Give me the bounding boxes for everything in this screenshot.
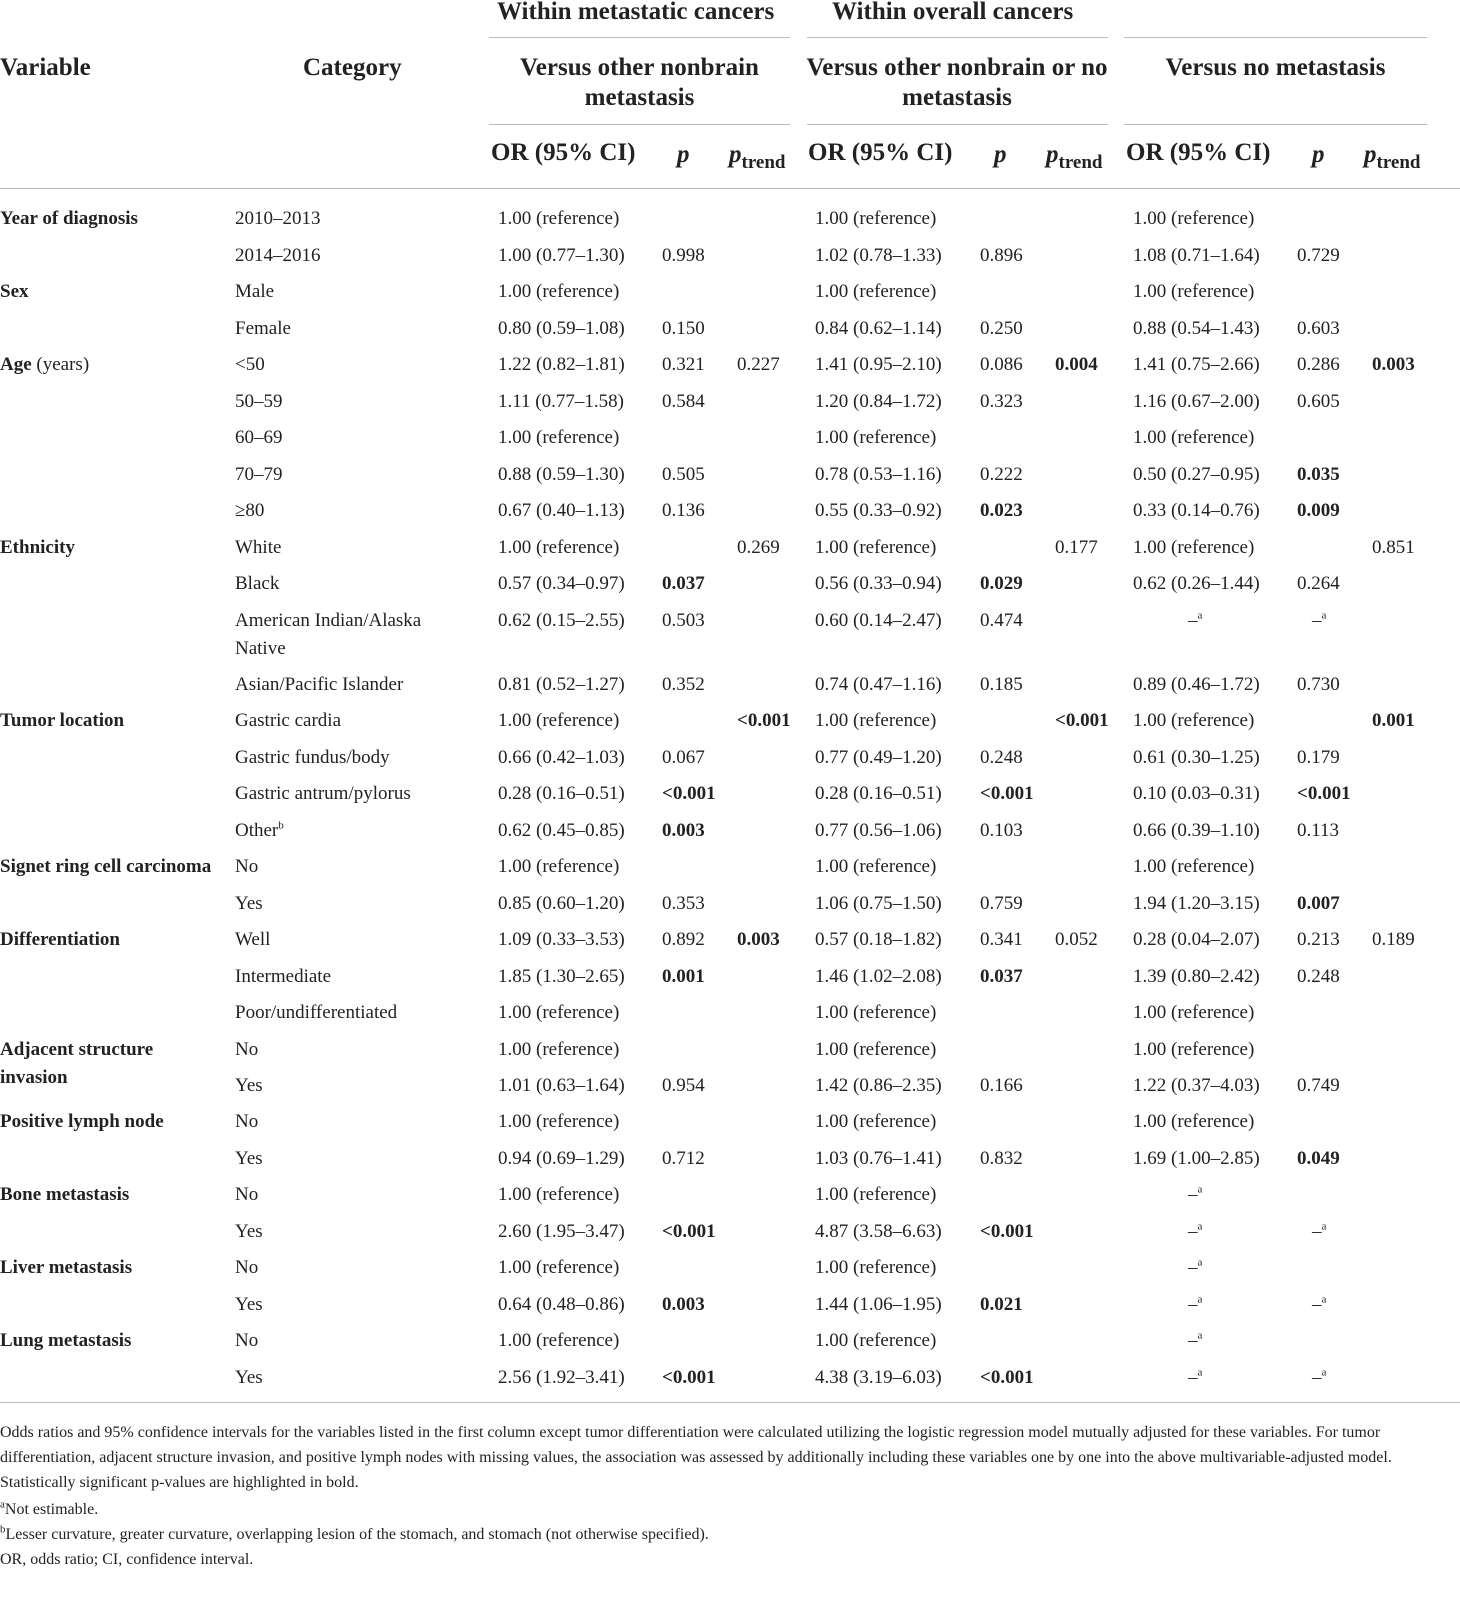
cell-p2: 0.023: [980, 500, 1023, 521]
cell-p2: 0.021: [980, 1294, 1023, 1315]
footnote-abbreviations: OR, odds ratio; CI, confidence interval.: [0, 1551, 254, 1568]
cell-p1: 0.998: [662, 245, 705, 266]
cell-or2: 1.00 (reference): [815, 1002, 937, 1023]
col-p-1: p: [677, 141, 690, 168]
variable-label: Adjacent structure invasion: [0, 1039, 154, 1088]
cell-or1: 1.09 (0.33–3.53): [498, 929, 625, 950]
category-label: No: [235, 1257, 259, 1278]
col-p-3: p: [1312, 141, 1325, 168]
cell-or3: –$^a$: [1188, 609, 1203, 631]
cell-p1: <0.001: [662, 1367, 716, 1388]
category-label: Black: [235, 573, 280, 594]
variable-label: Lung metastasis: [0, 1330, 132, 1351]
cell-p1: 0.003: [662, 1294, 705, 1315]
cell-or3: 1.39 (0.80–2.42): [1133, 966, 1260, 987]
table-bottom-rule: [0, 1402, 1460, 1403]
cell-p3: 0.749: [1297, 1075, 1340, 1096]
cell-or3: 1.00 (reference): [1133, 710, 1255, 731]
cell-p3: –$^a$: [1312, 1293, 1327, 1315]
cell-or3: 1.69 (1.00–2.85): [1133, 1148, 1260, 1169]
category-label: Poor/undifferentiated: [235, 1002, 398, 1023]
group-header-metastatic: Within metastatic cancers: [497, 0, 775, 25]
category-label: ≥80: [235, 500, 265, 521]
col-or-1: OR (95% CI): [491, 139, 636, 166]
category-label: 2010–2013: [235, 208, 321, 229]
cell-p2: 0.896: [980, 245, 1023, 266]
cell-p3: 0.007: [1297, 893, 1340, 914]
cell-p2: 0.185: [980, 674, 1023, 695]
category-label: Intermediate: [235, 966, 332, 987]
category-label: Yes: [235, 1148, 263, 1169]
cell-p2: 0.341: [980, 929, 1023, 950]
cell-or1: 1.00 (reference): [498, 1184, 620, 1205]
cell-or1: 1.00 (reference): [498, 427, 620, 448]
category-label: Other$^b$: [235, 819, 284, 841]
cell-or3: –$^a$: [1188, 1220, 1203, 1242]
cell-or3: 0.88 (0.54–1.43): [1133, 318, 1260, 339]
footnote-main: Odds ratios and 95% confidence intervals for the variables listed in the first column except tumor differentiation were calculated utilizing the logistic regression model mutually adjusted for these variables. For tumor differentiation, adjacent structure invasion, and positive lymph nodes with missing values, the association was assessed by additionally including these variables one by one into the above multivariable-adjusted model. Statistically significant p-values are highlighted in bold.: [0, 1424, 1392, 1491]
cell-t2: 0.052: [1055, 929, 1098, 950]
cell-p3: 0.730: [1297, 674, 1340, 695]
category-label: White: [235, 537, 282, 558]
category-label: <50: [235, 354, 265, 375]
category-label: No: [235, 1330, 259, 1351]
cell-or3: 1.08 (0.71–1.64): [1133, 245, 1260, 266]
variable-label: Sex: [0, 281, 29, 302]
cell-p2: 0.222: [980, 464, 1023, 485]
cell-or2: 1.03 (0.76–1.41): [815, 1148, 942, 1169]
cell-or3: –$^a$: [1188, 1366, 1203, 1388]
column-header-variable: Variable: [0, 54, 91, 81]
category-label: Gastric fundus/body: [235, 747, 390, 768]
cell-p3: 0.113: [1297, 820, 1340, 841]
cell-or2: 0.56 (0.33–0.94): [815, 573, 942, 594]
cell-p2: 0.029: [980, 573, 1023, 594]
category-label: No: [235, 1184, 259, 1205]
cell-or3: 1.22 (0.37–4.03): [1133, 1075, 1260, 1096]
variable-label: Signet ring cell carcinoma: [0, 856, 212, 877]
cell-or1: 1.00 (reference): [498, 281, 620, 302]
cell-p3: –$^a$: [1312, 609, 1327, 631]
cell-or2: 1.00 (reference): [815, 710, 937, 731]
cell-p3: <0.001: [1297, 783, 1351, 804]
category-label: No: [235, 856, 259, 877]
cell-or1: 1.00 (reference): [498, 1330, 620, 1351]
cell-p2: 0.037: [980, 966, 1023, 987]
cell-p1: 0.037: [662, 573, 705, 594]
cell-or3: 1.00 (reference): [1133, 1111, 1255, 1132]
cell-p3: 0.264: [1297, 573, 1340, 594]
cell-or1: 0.28 (0.16–0.51): [498, 783, 625, 804]
category-label: No: [235, 1111, 259, 1132]
cell-or3: 1.00 (reference): [1133, 537, 1255, 558]
cell-p2: 0.086: [980, 354, 1023, 375]
cell-p1: 0.352: [662, 674, 705, 695]
category-label: Male: [235, 281, 275, 302]
cell-p1: 0.321: [662, 354, 705, 375]
cell-p1: 0.136: [662, 500, 705, 521]
subheader-nonbrain: Versus other nonbrain metastasis: [520, 54, 759, 111]
category-label: Asian/Pacific Islander: [235, 674, 404, 695]
column-header-category: Category: [303, 54, 402, 81]
cell-t3: 0.851: [1372, 537, 1415, 558]
variable-label: Positive lymph node: [0, 1111, 164, 1132]
cell-or2: 0.60 (0.14–2.47): [815, 610, 942, 631]
cell-or2: 0.84 (0.62–1.14): [815, 318, 942, 339]
cell-p3: 0.035: [1297, 464, 1340, 485]
cell-p3: 0.049: [1297, 1148, 1340, 1169]
category-label: 50–59: [235, 391, 283, 412]
cell-p1: 0.954: [662, 1075, 705, 1096]
variable-label: Differentiation: [0, 929, 120, 950]
variable-label: Year of diagnosis: [0, 208, 138, 229]
cell-p2: 0.166: [980, 1075, 1023, 1096]
cell-or1: 1.11 (0.77–1.58): [498, 391, 624, 412]
cell-p3: 0.213: [1297, 929, 1340, 950]
cell-or3: 1.00 (reference): [1133, 1039, 1255, 1060]
cell-or3: 1.00 (reference): [1133, 281, 1255, 302]
subheader-rule-3: [1124, 124, 1427, 125]
cell-t1: 0.227: [737, 354, 780, 375]
cell-p1: 0.505: [662, 464, 705, 485]
cell-or1: 1.22 (0.82–1.81): [498, 354, 625, 375]
cell-t1: 0.269: [737, 537, 780, 558]
cell-or1: 0.57 (0.34–0.97): [498, 573, 625, 594]
col-ptrend-3: $p_{trend}$: [1364, 141, 1421, 173]
cell-or2: 1.00 (reference): [815, 427, 937, 448]
cell-or1: 2.56 (1.92–3.41): [498, 1367, 625, 1388]
variable-label: Ethnicity: [0, 537, 75, 558]
variable-label: Tumor location: [0, 710, 125, 731]
col-ptrend-2: $p_{trend}$: [1046, 141, 1103, 173]
cell-or3: 1.00 (reference): [1133, 856, 1255, 877]
cell-or1: 1.01 (0.63–1.64): [498, 1075, 625, 1096]
variable-label: Liver metastasis: [0, 1257, 133, 1278]
cell-or1: 1.00 (0.77–1.30): [498, 245, 625, 266]
cell-or3: 0.62 (0.26–1.44): [1133, 573, 1260, 594]
cell-p1: 0.712: [662, 1148, 705, 1169]
category-label: American Indian/Alaska Native: [235, 610, 422, 659]
cell-p3: –$^a$: [1312, 1366, 1327, 1388]
category-label: Gastric antrum/pylorus: [235, 783, 411, 804]
cell-or3: –$^a$: [1188, 1329, 1203, 1351]
category-label: 60–69: [235, 427, 283, 448]
cell-t3: 0.189: [1372, 929, 1415, 950]
cell-or1: 0.66 (0.42–1.03): [498, 747, 625, 768]
cell-p1: 0.003: [662, 820, 705, 841]
cell-p3: 0.729: [1297, 245, 1340, 266]
cell-t3: 0.003: [1372, 354, 1415, 375]
cell-or2: 0.77 (0.56–1.06): [815, 820, 942, 841]
category-label: Female: [235, 318, 291, 339]
cell-or2: 1.00 (reference): [815, 1039, 937, 1060]
cell-or1: 1.85 (1.30–2.65): [498, 966, 625, 987]
category-label: No: [235, 1039, 259, 1060]
cell-or2: 1.46 (1.02–2.08): [815, 966, 942, 987]
col-or-3: OR (95% CI): [1126, 139, 1271, 166]
cell-p2: 0.248: [980, 747, 1023, 768]
cell-p2: 0.832: [980, 1148, 1023, 1169]
group-rule-2: [807, 37, 1108, 38]
cell-p1: 0.067: [662, 747, 705, 768]
category-label: Yes: [235, 1367, 263, 1388]
cell-p1: 0.001: [662, 966, 705, 987]
cell-or2: 1.41 (0.95–2.10): [815, 354, 942, 375]
cell-t2: <0.001: [1055, 710, 1109, 731]
cell-or2: 1.06 (0.75–1.50): [815, 893, 942, 914]
cell-p2: <0.001: [980, 783, 1034, 804]
cell-p2: 0.250: [980, 318, 1023, 339]
cell-or1: 1.00 (reference): [498, 1002, 620, 1023]
cell-or2: 0.77 (0.49–1.20): [815, 747, 942, 768]
cell-or1: 0.64 (0.48–0.86): [498, 1294, 625, 1315]
cell-p3: 0.286: [1297, 354, 1340, 375]
cell-or2: 1.00 (reference): [815, 281, 937, 302]
cell-or2: 1.20 (0.84–1.72): [815, 391, 942, 412]
cell-or2: 1.00 (reference): [815, 1257, 937, 1278]
cell-or2: 1.00 (reference): [815, 1111, 937, 1132]
cell-t1: 0.003: [737, 929, 780, 950]
cell-p1: 0.892: [662, 929, 705, 950]
cell-or3: 1.00 (reference): [1133, 208, 1255, 229]
variable-unit: (years): [31, 354, 90, 375]
footnote-b: $^b$Lesser curvature, greater curvature, overlapping lesion of the stomach, and stomach (not otherwise specified).: [0, 1523, 709, 1543]
cell-or2: 1.00 (reference): [815, 208, 937, 229]
subheader-no-metastasis: Versus no metastasis: [1165, 54, 1386, 81]
cell-or3: 0.28 (0.04–2.07): [1133, 929, 1260, 950]
subheader-rule-1: [489, 124, 790, 125]
cell-or1: 1.00 (reference): [498, 1111, 620, 1132]
cell-p2: 0.323: [980, 391, 1023, 412]
cell-p2: 0.103: [980, 820, 1023, 841]
group-rule-3: [1124, 37, 1427, 38]
cell-p3: 0.179: [1297, 747, 1340, 768]
cell-p3: –$^a$: [1312, 1220, 1327, 1242]
cell-p2: <0.001: [980, 1221, 1034, 1242]
category-label: Well: [235, 929, 271, 950]
cell-or1: 1.00 (reference): [498, 208, 620, 229]
cell-or1: 1.00 (reference): [498, 537, 620, 558]
cell-or1: 2.60 (1.95–3.47): [498, 1221, 625, 1242]
cell-p1: 0.584: [662, 391, 705, 412]
cell-or2: 1.00 (reference): [815, 1330, 937, 1351]
category-label: 2014–2016: [235, 245, 321, 266]
cell-p2: <0.001: [980, 1367, 1034, 1388]
cell-or1: 1.00 (reference): [498, 710, 620, 731]
cell-or1: 0.67 (0.40–1.13): [498, 500, 625, 521]
cell-p1: <0.001: [662, 1221, 716, 1242]
cell-p3: 0.248: [1297, 966, 1340, 987]
cell-or2: 0.57 (0.18–1.82): [815, 929, 942, 950]
cell-or1: 0.62 (0.45–0.85): [498, 820, 625, 841]
variable-label: Age (years): [0, 354, 90, 375]
category-label: Yes: [235, 1294, 263, 1315]
cell-or1: 1.00 (reference): [498, 1257, 620, 1278]
cell-or3: 0.33 (0.14–0.76): [1133, 500, 1260, 521]
cell-or3: –$^a$: [1188, 1183, 1203, 1205]
category-label: Gastric cardia: [235, 710, 342, 731]
cell-or3: 1.94 (1.20–3.15): [1133, 893, 1260, 914]
cell-t2: 0.004: [1055, 354, 1098, 375]
cell-or1: 1.00 (reference): [498, 856, 620, 877]
col-ptrend-1: $p_{trend}$: [729, 141, 786, 173]
cell-p1: 0.503: [662, 610, 705, 631]
cell-p3: 0.603: [1297, 318, 1340, 339]
cell-t2: 0.177: [1055, 537, 1098, 558]
col-p-2: p: [994, 141, 1007, 168]
cell-or1: 1.00 (reference): [498, 1039, 620, 1060]
cell-p1: <0.001: [662, 783, 716, 804]
cell-or3: 1.41 (0.75–2.66): [1133, 354, 1260, 375]
cell-or3: 1.00 (reference): [1133, 1002, 1255, 1023]
cell-or3: –$^a$: [1188, 1293, 1203, 1315]
cell-p1: 0.150: [662, 318, 705, 339]
cell-or2: 4.38 (3.19–6.03): [815, 1367, 942, 1388]
cell-or3: 1.00 (reference): [1133, 427, 1255, 448]
col-or-2: OR (95% CI): [808, 139, 953, 166]
cell-p2: 0.759: [980, 893, 1023, 914]
cell-or2: 1.02 (0.78–1.33): [815, 245, 942, 266]
cell-or3: 1.16 (0.67–2.00): [1133, 391, 1260, 412]
subheader-rule-2: [807, 124, 1108, 125]
cell-p3: 0.605: [1297, 391, 1340, 412]
category-label: Yes: [235, 893, 263, 914]
cell-or3: 0.66 (0.39–1.10): [1133, 820, 1260, 841]
cell-or1: 0.81 (0.52–1.27): [498, 674, 625, 695]
cell-t3: 0.001: [1372, 710, 1415, 731]
category-label: Yes: [235, 1075, 263, 1096]
cell-or1: 0.94 (0.69–1.29): [498, 1148, 625, 1169]
cell-or2: 0.74 (0.47–1.16): [815, 674, 942, 695]
group-rule-1: [489, 37, 790, 38]
category-label: 70–79: [235, 464, 283, 485]
cell-or3: 0.61 (0.30–1.25): [1133, 747, 1260, 768]
variable-label: Bone metastasis: [0, 1184, 130, 1205]
cell-or2: 1.00 (reference): [815, 537, 937, 558]
cell-or3: –$^a$: [1188, 1256, 1203, 1278]
cell-or1: 0.88 (0.59–1.30): [498, 464, 625, 485]
cell-or2: 0.28 (0.16–0.51): [815, 783, 942, 804]
cell-p1: 0.353: [662, 893, 705, 914]
cell-or2: 0.78 (0.53–1.16): [815, 464, 942, 485]
cell-or3: 0.10 (0.03–0.31): [1133, 783, 1260, 804]
cell-or2: 1.00 (reference): [815, 1184, 937, 1205]
cell-or3: 0.89 (0.46–1.72): [1133, 674, 1260, 695]
cell-or2: 1.42 (0.86–2.35): [815, 1075, 942, 1096]
category-label: Yes: [235, 1221, 263, 1242]
subheader-nonbrain-or-none: Versus other nonbrain or no metastasis: [806, 54, 1108, 111]
cell-or2: 0.55 (0.33–0.92): [815, 500, 942, 521]
group-header-overall: Within overall cancers: [832, 0, 1074, 25]
cell-or2: 1.00 (reference): [815, 856, 937, 877]
cell-p2: 0.474: [980, 610, 1023, 631]
cell-or1: 0.80 (0.59–1.08): [498, 318, 625, 339]
cell-or2: 4.87 (3.58–6.63): [815, 1221, 942, 1242]
cell-or1: 0.85 (0.60–1.20): [498, 893, 625, 914]
footnote-a: $^a$Not estimable.: [0, 1498, 99, 1518]
cell-t1: <0.001: [737, 710, 791, 731]
cell-or3: 0.50 (0.27–0.95): [1133, 464, 1260, 485]
cell-or1: 0.62 (0.15–2.55): [498, 610, 625, 631]
cell-or2: 1.44 (1.06–1.95): [815, 1294, 942, 1315]
cell-p3: 0.009: [1297, 500, 1340, 521]
header-bottom-rule: [0, 188, 1460, 189]
